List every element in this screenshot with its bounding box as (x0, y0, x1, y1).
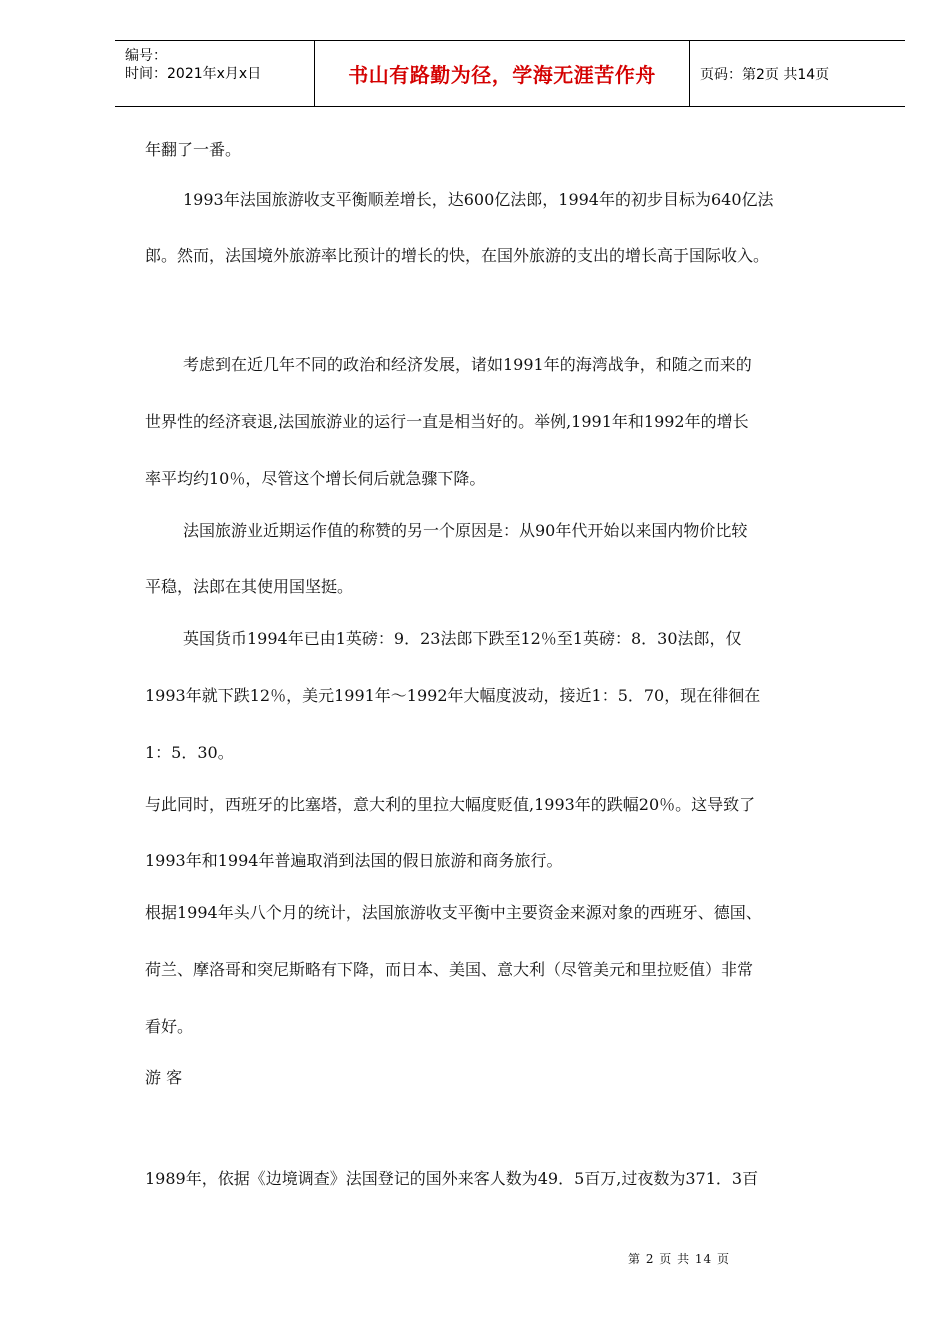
body-line: 世界性的经济衰退,法国旅游业的运行一直是相当好的。举例,1991年和1992年的增长 (145, 412, 749, 431)
body-line: 郎。然而，法国境外旅游率比预计的增长的快，在国外旅游的支出的增长高于国际收入。 (145, 246, 770, 265)
header-page-code: 页码：第2页 共14页 (700, 66, 830, 83)
page-footer: 第 2 页 共 14 页 (628, 1252, 730, 1266)
body-line: 1993年和1994年普遍取消到法国的假日旅游和商务旅行。 (145, 851, 563, 870)
document-header (115, 40, 905, 107)
header-motto-cell (315, 41, 690, 106)
header-meta-cell (115, 41, 315, 106)
body-line: 平稳，法郎在其使用国坚挺。 (145, 577, 354, 596)
document-date: 时间：2021年x月x日 (125, 66, 262, 82)
header-page-cell (690, 41, 905, 106)
body-line: 考虑到在近几年不同的政治和经济发展，诸如1991年的海湾战争，和随之而来的 (183, 355, 752, 374)
document-code-label: 编号： (125, 48, 167, 64)
body-line: 1989年，依据《边境调查》法国登记的国外来客人数为49．5百万,过夜数为371．3百 (145, 1169, 759, 1188)
section-heading: 游 客 (145, 1068, 183, 1087)
body-line: 1：5．30。 (145, 743, 234, 762)
body-line: 根据1994年头八个月的统计，法国旅游收支平衡中主要资金来源对象的西班牙、德国、 (145, 903, 762, 922)
body-line: 英国货币1994年已由1英磅：9．23法郎下跌至12％至1英磅：8．30法郎，仅 (183, 629, 742, 648)
body-line: 年翻了一番。 (145, 140, 242, 159)
body-line: 与此同时，西班牙的比塞塔，意大利的里拉大幅度贬值,1993年的跌幅20％。这导致了 (145, 795, 756, 814)
header-motto: 书山有路勤为径，学海无涯苦作舟 (348, 63, 656, 87)
body-line: 法国旅游业近期运作值的称赞的另一个原因是：从90年代开始以来国内物价比较 (183, 521, 748, 540)
body-line: 看好。 (145, 1017, 194, 1036)
body-line: 1993年法国旅游收支平衡顺差增长，达600亿法郎，1994年的初步目标为640亿法 (183, 190, 774, 209)
body-line: 1993年就下跌12％，美元1991年～1992年大幅度波动，接近1：5．70，现在徘徊在 (145, 686, 761, 705)
body-line: 率平均约10％，尽管这个增长伺后就急骤下降。 (145, 469, 486, 488)
body-line: 荷兰、摩洛哥和突尼斯略有下降，而日本、美国、意大利（尽管美元和里拉贬值）非常 (145, 960, 754, 979)
